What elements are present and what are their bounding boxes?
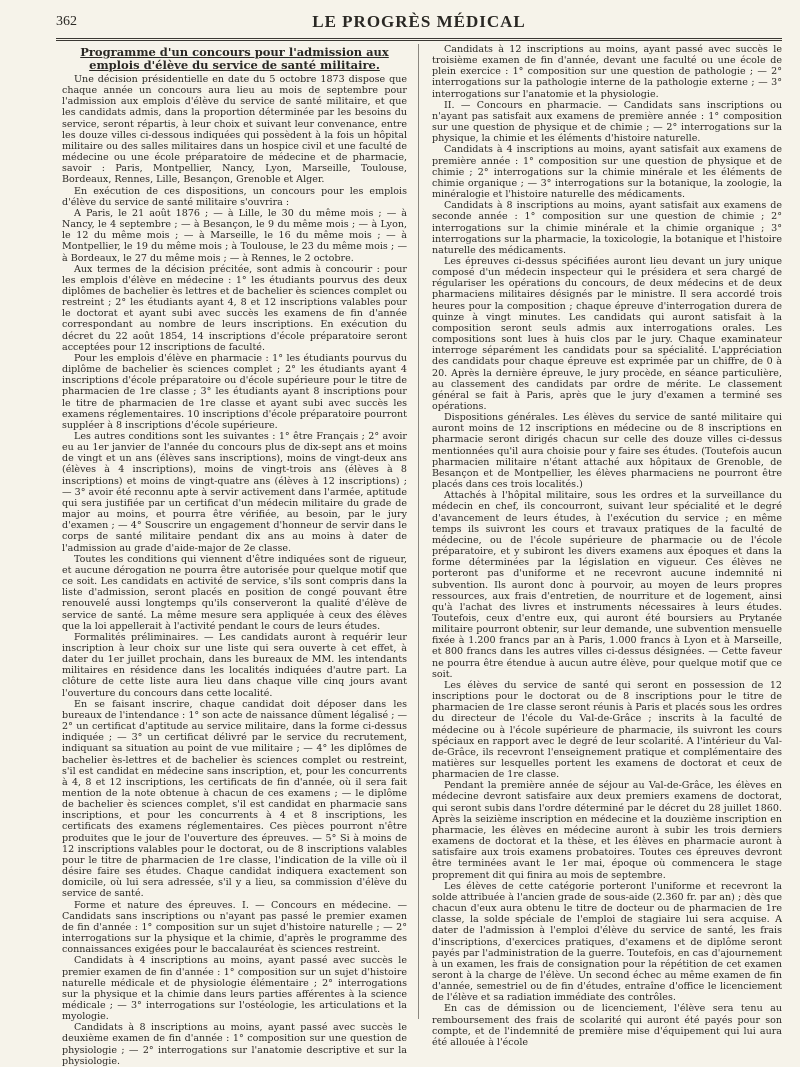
paragraph: Candidats à 8 inscriptions au moins, ayant satisfait aux examens de seconde année : 1° composition sur une question de chimie ; 2° interrogations sur la chimie minérale et la chimie organique ; 3° interrogations sur la pharmacie, la toxicologie, la botanique et l'histoire naturelle des médicaments. xyxy=(432,200,782,256)
paragraph: Les autres conditions sont les suivantes : 1° être Français ; 2° avoir eu au 1er janvier de l'année du concours plus de dix-sept ans et moins de vingt et un ans (élèves sans inscriptions), moins de vingt-deux ans (élèves à 4 inscriptions), moins de vingt-trois ans (élèves à 8 inscriptions) et moins de vingt-quatre ans (élèves à 12 inscriptions) ; — 3° avoir été reconnu apte à servir activement dans l'armée, aptitude qui sera justifiée par un certificat d'un médecin militaire du grade de major au moins, et pourra être vérifiée, au besoin, par le jury d'examen ; — 4° Souscrire un engagement d'honneur de servir dans le corps de santé militaire pendant dix ans au moins à dater de l'admission au grade d'aide-major de 2e classe. xyxy=(62,431,407,554)
paragraph: Formalités préliminaires. — Les candidats auront à requérir leur inscription à leur choix sur une liste qui sera ouverte à cet effet, à dater du 1er juillet prochain, dans les bureaux de MM. les intendants militaires en résidence dans les localités indiquées d'autre part. La clôture de cette liste aura lieu dans chaque ville cinq jours avant l'ouverture du concours dans cette localité. xyxy=(62,631,407,699)
paragraph: Candidats à 8 inscriptions au moins, ayant passé avec succès le deuxième examen de fin d'année : 1° composition sur une question de physiologie ; — 2° interrogations sur l'anatomie descriptive et sur la physiologie. xyxy=(62,1022,407,1067)
page-header xyxy=(56,12,782,41)
page-number: 362 xyxy=(56,14,77,29)
paragraph: En cas de démission ou de licenciement, l'élève sera tenu au remboursement des frais de scolarité qui auront été payés pour son compte, et de l'indemnité de première mise d'équipement qui lui aura été allouée à l'école xyxy=(432,1003,782,1048)
paragraph: Candidats à 12 inscriptions au moins, ayant passé avec succès le troisième examen de fin d'année, devant une faculté ou une école de plein exercice : 1° composition sur une question de pathologie ; — 2° interrogations sur la pathologie interne de la pathologie externe ; — 3° interrogations sur l'anatomie et la physiologie. xyxy=(432,44,782,100)
paragraph: II. — Concours en pharmacie. — Candidats sans inscriptions ou n'ayant pas satisfait aux examens de première année : 1° composition sur une question de physique et de chimie ; — 2° interrogations sur la physique, la chimie et les éléments d'histoire naturelle. xyxy=(432,99,782,145)
paragraph: Les élèves du service de santé qui seront en possession de 12 inscriptions pour le doctorat ou de 8 inscriptions pour le titre de pharmacien de 1re classe seront réunis à Paris et placés sous les ordres du directeur de l'école du Val-de-Grâce ; inscrits à la faculté de médecine ou à l'école supérieure de pharmacie, ils suivront les cours spéciaux en rapport avec le degré de leur scolarité. A l'intérieur du Val-de-Grâce, ils recevront l'enseignement pratique et complémentaire des matières sur lesquelles portent les examens de doctorat et ceux de pharmacien de 1re classe. xyxy=(432,679,782,781)
paragraph: En se faisant inscrire, chaque candidat doit déposer dans les bureaux de l'intendance : 1° son acte de naissance dûment légalisé ; — 2° un certificat d'aptitude au service militaire, dans la forme ci-dessus indiquée ; — 3° un certificat délivré par le service du recrutement, indiquant sa situation au point de vue militaire ; — 4° les diplômes de bachelier ès-lettres et de bachelier ès sciences complet ou restreint, s'il est candidat en médecine sans inscription, et, pour les concurrents à 4, 8 et 12 inscriptions, les certificats de fin d'année, où il sera fait mention de la note obtenue à chacun de ces examens ; — le diplôme de bachelier ès sciences complet, s'il est candidat en pharmacie sans inscriptions, et pour les concurrents à 4 et 8 inscriptions, les certificats des examens réglementaires. Ces pièces pourront n'être produites que le jour de l'ouverture des épreuves. — 5° Si à moins de 12 inscriptions valables pour le doctorat, ou de 8 inscriptions valables pour le titre de pharmacien de 1re classe, l'indication de la ville où il désire faire ses études. Chaque candidat indiquera exactement son domicile, où lui sera adressée, s'il y a lieu, sa commission d'élève du service de santé. xyxy=(62,698,407,900)
paragraph: Pour les emplois d'élève en pharmacie : 1° les étudiants pourvus du diplôme de bachelier ès sciences complet ; 2° les étudiants ayant 4 inscriptions d'école préparatoire ou d'école supérieure pour le titre de pharmacien de 1re classe ; 3° les étudiants ayant 8 inscriptions pour le titre de pharmacien de 1re classe et ayant subi avec succès les examens réglementaires. 10 inscriptions d'école préparatoire pourront suppléer à 8 inscriptions d'école supérieure. xyxy=(62,352,407,431)
paragraph: Toutes les conditions qui viennent d'être indiquées sont de rigueur, et aucune dérogation ne pourra être autorisée pour quelque motif que ce soit. Les candidats en activité de service, s'ils sont compris dans la liste d'admission, seront placés en position de congé pouvant être renouvelé aussi longtemps qu'ils conserveront la qualité d'élève de service de santé. La même mesure sera appliquée à ceux des élèves que la loi appellerait à l'activité pendant le cours de leurs études. xyxy=(62,553,407,632)
journal-title: LE PROGRÈS MÉDICAL xyxy=(312,12,526,31)
paragraph: Les élèves de cette catégorie porteront l'uniforme et recevront la solde attribuée à l'ancien grade de sous-aide (2.360 fr. par an) ; dès que chacun d'eux aura obtenu le titre de docteur ou de pharmacien de 1re classe, la solde spéciale de l'emploi de stagiaire lui sera acquise. A dater de l'admission à l'emploi d'élève du service de santé, les frais d'inscriptions, d'exercices pratiques, d'examens et de diplôme seront payés par l'administration de la guerre. Toutefois, en cas d'ajournement à un examen, les frais de consignation pour la répétition de cet examen seront à la charge de l'élève. Un second échec au même examen de fin d'année, semestriel ou de fin d'études, entraîne d'office le licenciement de l'élève et sa radiation immédiate des contrôles. xyxy=(432,880,782,1004)
article-title: Programme d'un concours pour l'admission aux emplois d'élève du service de santé militaire. xyxy=(80,45,389,72)
paragraph: Candidats à 4 inscriptions au moins, ayant passé avec succès le premier examen de fin d'année : 1° composition sur un sujet d'histoire naturelle médicale et de physiologie élémentaire ; 2° interrogations sur la physique et la chimie dans leurs parties afférentes à la science médicale ; — 3° interrogations sur l'ostéologie, les articulations et la myologie. xyxy=(62,955,407,1023)
paragraph: Candidats à 4 inscriptions au moins, ayant satisfait aux examens de première année : 1° composition sur une question de physique et de chimie ; 2° interrogations sur la chimie minérale et les éléments de chimie organique ; — 3° interrogations sur la botanique, la zoologie, la minéralogie et l'histoire naturelle des médicaments. xyxy=(432,144,782,201)
paragraph: A Paris, le 21 août 1876 ; — à Lille, le 30 du même mois ; — à Nancy, le 4 septembre ; — à Besançon, le 9 du même mois ; — à Lyon, le 12 du même mois ; — à Marseille, le 16 du même mois ; — à Montpellier, le 19 du même mois ; à Toulouse, le 23 du même mois ; — à Bordeaux, le 27 du même mois ; — à Rennes, le 2 octobre. xyxy=(62,207,407,264)
right-column xyxy=(432,44,782,1054)
left-column xyxy=(62,44,407,1067)
paragraph: Pendant la première année de séjour au Val-de-Grâce, les élèves en médecine devront satisfaire aux deux premiers examens de doctorat, qui seront subis dans l'ordre déterminé par le décret du 28 juillet 1860. Après la seizième inscription en médecine et la douzième inscription en pharmacie, les élèves en médecine auront à subir les trois derniers examens de doctorat et la thèse, et les élèves en pharmacie auront à satisfaire aux trois examens probatoires. Toutes ces épreuves devront être terminées avant le 1er mai, époque où commencera le stage proprement dit qui finira au mois de septembre. xyxy=(432,780,782,881)
paragraph: Les épreuves ci-dessus spécifiées auront lieu devant un jury unique composé d'un médecin inspecteur qui le présidera et sera chargé de régulariser les opérations du concours, de deux médecins et de deux pharmaciens militaires désignés par le ministre. Il sera accordé trois heures pour la composition ; chaque épreuve d'interrogation durera de quinze à vingt minutes. Les candidats qui auront satisfait à la composition seront seuls admis aux interrogations orales. Les compositions sont lues à huis clos par le jury. Chaque examinateur interroge séparément les candidats pour sa spécialité. L'appréciation des candidats pour chaque épreuve est exprimée par un chiffre, de 0 à 20. Après la dernière épreuve, le jury procède, en séance particulière, au classement des candidats par ordre de mérite. Le classement général se fait à Paris, après que le jury d'examen a terminé ses opérations. xyxy=(432,255,782,412)
paragraph: Une décision présidentielle en date du 5 octobre 1873 dispose que chaque année un concours aura lieu au mois de septembre pour l'admission aux emplois d'élève du service de santé militaire, et que les candidats admis, dans la proportion déterminée par les besoins du service, seront répartis, à leur choix et suivant leur convenance, entre les douze villes ci-dessous indiquées qui possèdent à la fois un hôpital militaire ou des salles militaires dans un hospice civil et une faculté de médecine ou une école préparatoire de médecine et de pharmacie, savoir : Paris, Montpellier, Nancy, Lyon, Marseille, Toulouse, Bordeaux, Rennes, Lille, Besançon, Grenoble et Alger. xyxy=(62,74,407,186)
paragraph: Forme et nature des épreuves. I. — Concours en médecine. — Candidats sans inscriptions ou n'ayant pas passé le premier examen de fin d'année : 1° composition sur un sujet d'histoire naturelle ; — 2° interrogations sur la physique et la chimie, d'après le programme des connaissances exigées pour le baccalauréat ès sciences restreint. xyxy=(62,899,407,956)
column-divider xyxy=(418,44,419,1019)
paragraph: Dispositions générales. Les élèves du service de santé militaire qui auront moins de 12 inscriptions en médecine ou de 8 inscriptions en pharmacie seront dirigés chacun sur celle des douze villes ci-dessus mentionnées qu'il aura choisie pour y faire ses études. (Toutefois aucun pharmacien militaire n'étant attaché aux hôpitaux de Grenoble, de Besançon et de Montpellier, les élèves pharmaciens ne pourront être placés dans ces trois localités.) xyxy=(432,412,782,491)
paragraph: Aux termes de la décision précitée, sont admis à concourir : pour les emplois d'élève en médecine : 1° les étudiants pourvus des deux diplômes de bachelier ès lettres et de bachelier ès sciences complet ou restreint ; 2° les étudiants ayant 4, 8 et 12 inscriptions valables pour le doctorat et ayant subi avec succès les examens de fin d'année correspondant au nombre de leurs inscriptions. En exécution du décret du 22 août 1854, 14 inscriptions d'école préparatoire seront acceptées pour 12 inscriptions de faculté. xyxy=(62,263,407,353)
paragraph: En exécution de ces dispositions, un concours pour les emplois d'élève du service de santé militaire s'ouvrira : xyxy=(62,185,407,208)
paragraph: Attachés à l'hôpital militaire, sous les ordres et la surveillance du médecin en chef, ils concourront, suivant leur spécialité et le degré d'avancement de leurs études, à l'exécution du service ; en même temps ils suivront les cours et travaux pratiques de la faculté de médecine, ou de l'école supérieure de pharmacie ou de l'école préparatoire, et y subiront les divers examens aux époques et dans la forme déterminées par la législation en vigueur. Ces élèves ne porteront pas d'uniforme et ne recevront aucune indemnité ni subvention. Ils auront donc à pourvoir, au moyen de leurs propres ressources, aux frais d'entretien, de nourriture et de logement, ainsi qu'à l'achat des livres et instruments nécessaires à leurs études. Toutefois, ceux d'entre eux, qui auront été boursiers au Prytanée militaire pourront obtenir, sur leur demande, une subvention mensuelle fixée à 1.200 francs par an à Paris, 1.000 francs à Lyon et à Marseille, et 800 francs dans les autres villes ci-dessus désignées. — Cette faveur ne pourra être étendue à aucun autre élève, pour quelque motif que ce soit. xyxy=(432,490,782,680)
